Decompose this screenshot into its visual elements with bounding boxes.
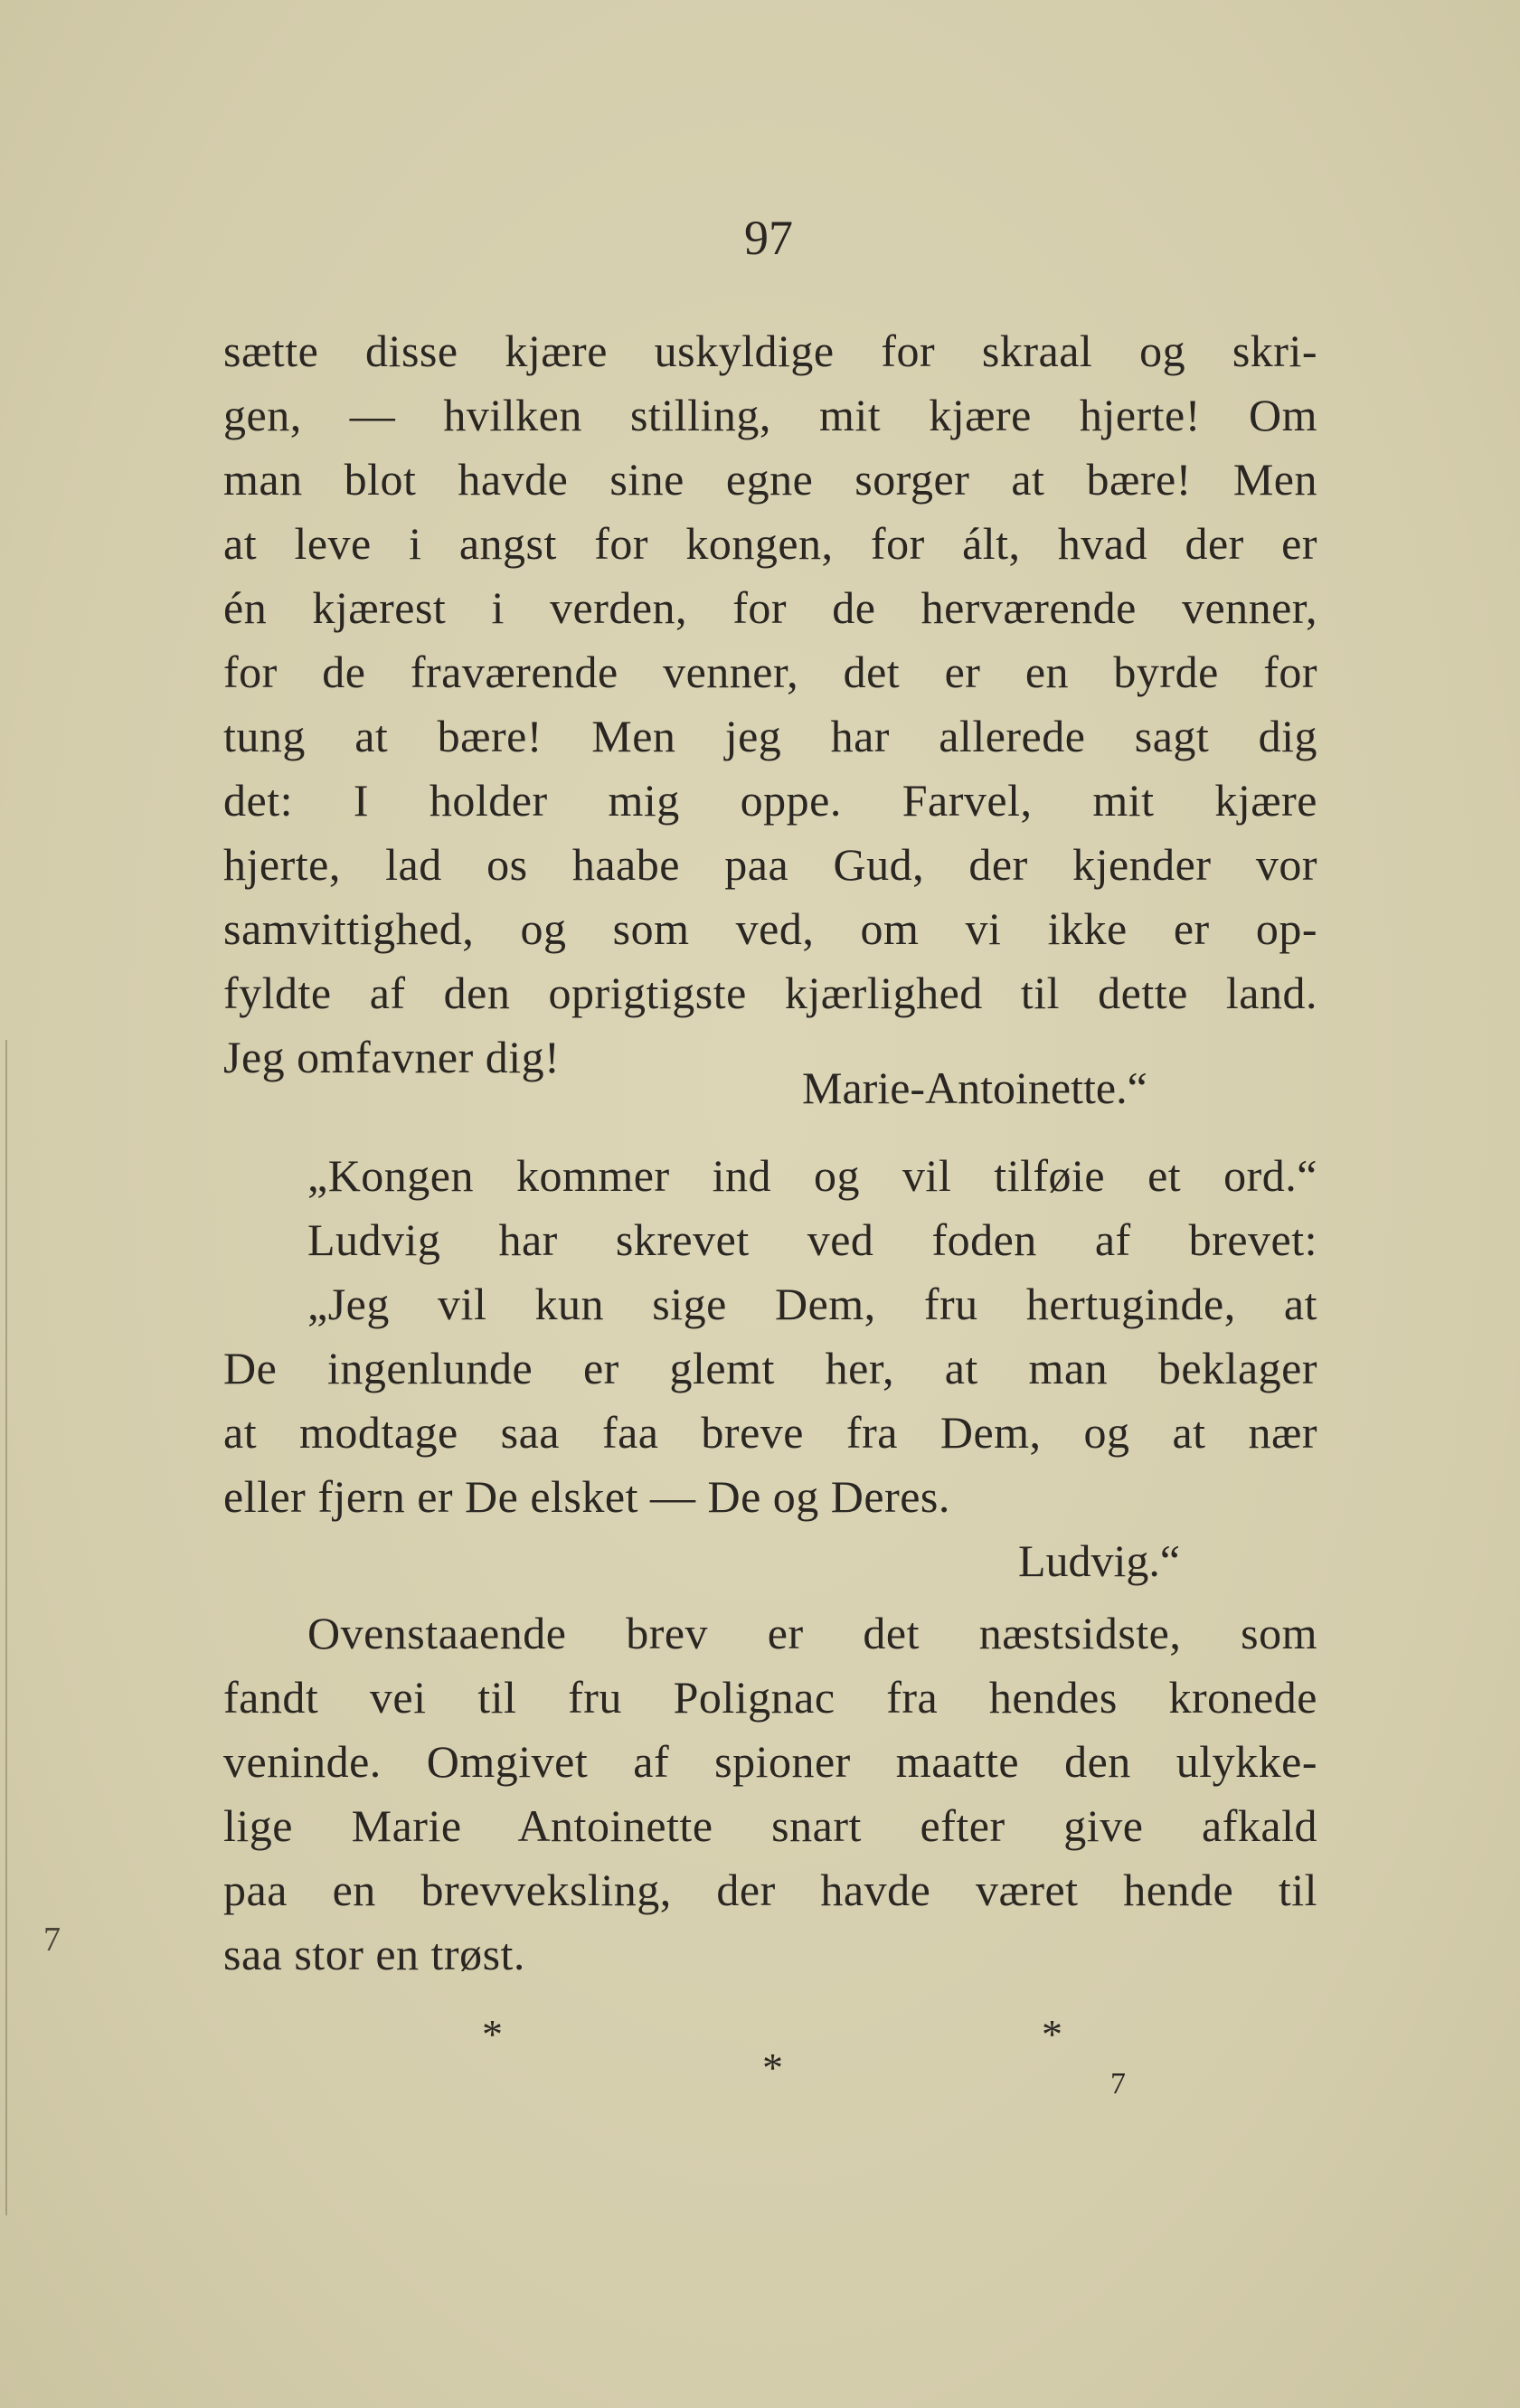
text-line: for de fraværende venner, det er en byrde for xyxy=(223,647,1317,697)
text-line: Ludvig har skrevet ved foden af brevet: xyxy=(307,1214,1317,1265)
text-line: De ingenlunde er glemt her, at man beklager xyxy=(223,1343,1317,1393)
text-line: „Kongen kommer ind og vil tilføie et ord.“ xyxy=(307,1150,1317,1201)
page-edge-line xyxy=(5,1040,7,2215)
text-line: sætte disse kjære uskyldige for skraal og skri- xyxy=(223,326,1317,376)
asterisk-right: * xyxy=(1042,2011,1062,2057)
page-number: 97 xyxy=(744,211,793,265)
margin-pencil-mark: 7 xyxy=(43,1921,61,1959)
text-line: eller fjern er De elsket — De og Deres. xyxy=(223,1471,950,1522)
signature-ludvig: Ludvig.“ xyxy=(1018,1535,1181,1586)
text-line: én kjærest i verden, for de herværende venner, xyxy=(223,582,1317,633)
text-line: hjerte, lad os haabe paa Gud, der kjender vor xyxy=(223,839,1317,890)
text-line: man blot havde sine egne sorger at bære! Men xyxy=(223,454,1317,505)
sheet-signature: 7 xyxy=(1110,2067,1126,2101)
text-line: saa stor en trøst. xyxy=(223,1929,525,1979)
text-line: det: I holder mig oppe. Farvel, mit kjære xyxy=(223,775,1317,826)
text-line: Jeg omfavner dig! xyxy=(223,1032,561,1082)
text-line: gen, — hvilken stilling, mit kjære hjerte! Om xyxy=(223,390,1317,440)
text-line: lige Marie Antoinette snart efter give afkald xyxy=(223,1800,1317,1851)
signature-marie-antoinette: Marie-Antoinette.“ xyxy=(802,1062,1147,1113)
text-line: fandt vei til fru Polignac fra hendes kronede xyxy=(223,1672,1317,1723)
text-line: „Jeg vil kun sige Dem, fru hertuginde, at xyxy=(307,1279,1317,1329)
text-line: at modtage saa faa breve fra Dem, og at nær xyxy=(223,1407,1317,1458)
text-line: at leve i angst for kongen, for ált, hvad der er xyxy=(223,518,1317,569)
text-line: Ovenstaaende brev er det næstsidste, som xyxy=(307,1608,1317,1658)
text-line: fyldte af den oprigtigste kjærlighed til dette land. xyxy=(223,968,1317,1018)
asterisk-center: * xyxy=(762,2044,783,2091)
text-line: samvittighed, og som ved, om vi ikke er op- xyxy=(223,903,1317,954)
text-line: paa en brevveksling, der havde været hende til xyxy=(223,1865,1317,1915)
asterisk-left: * xyxy=(482,2011,503,2057)
text-line: tung at bære! Men jeg har allerede sagt dig xyxy=(223,711,1317,761)
text-line: veninde. Omgivet af spioner maatte den ulykke- xyxy=(223,1736,1317,1787)
